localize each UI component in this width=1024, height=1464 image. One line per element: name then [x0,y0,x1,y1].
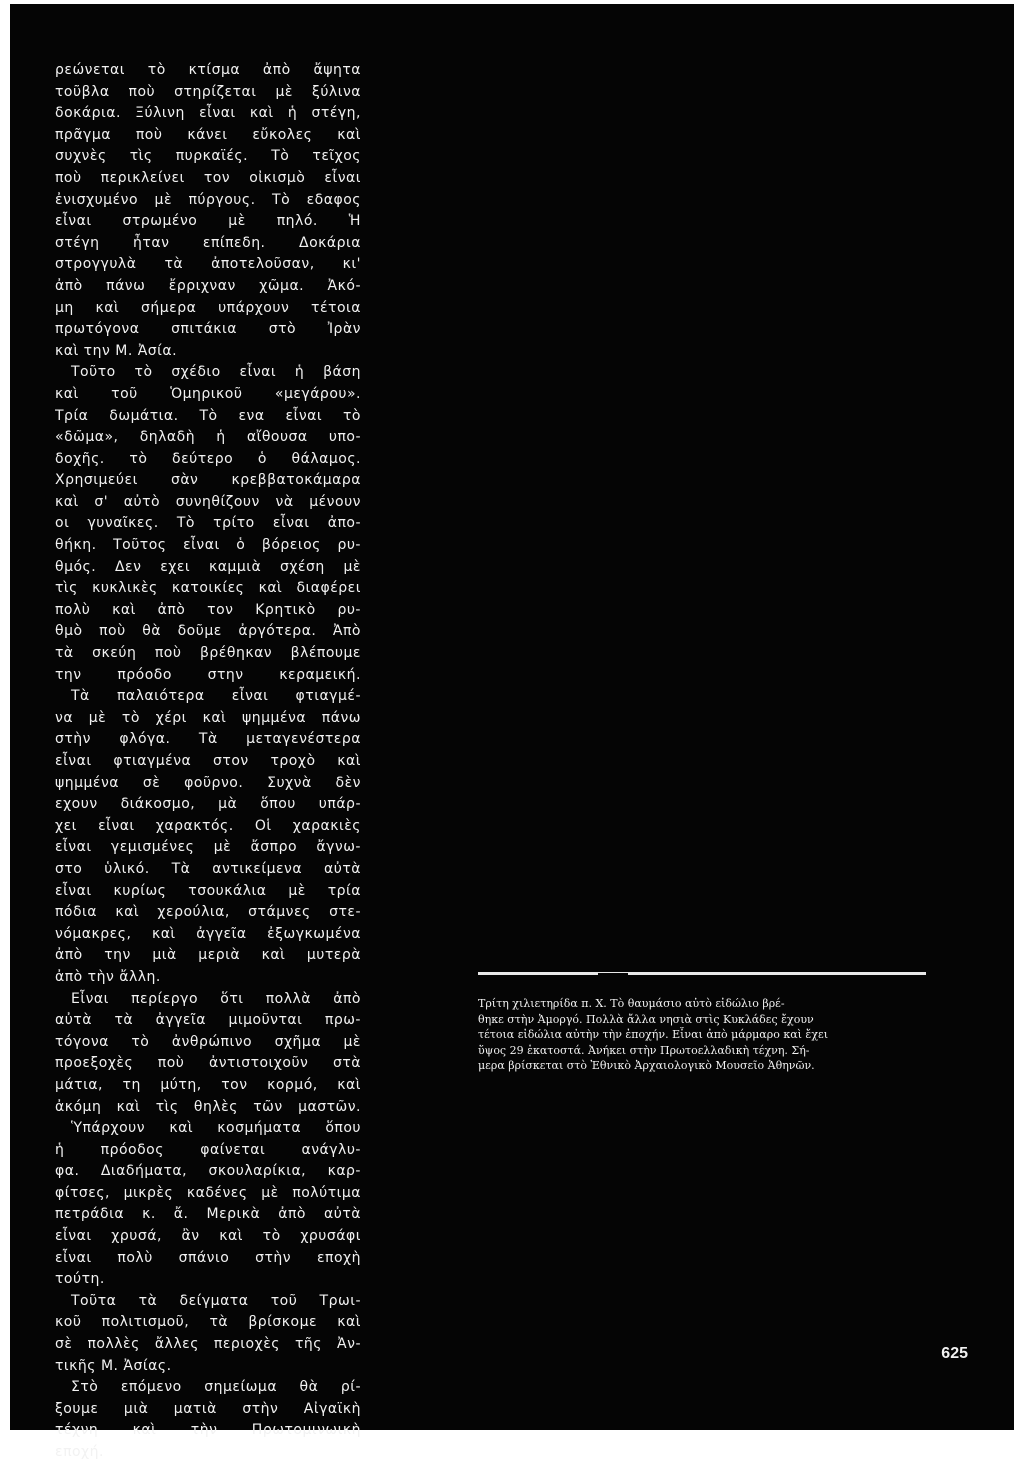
text-line: πρᾶγμα ποὺ κάνει εὔκολες καὶ [55,126,361,143]
text-line: τὶς κυκλικὲς κατοικίες καὶ διαφέρει [55,580,361,597]
text-line: τόγονα τὸ ἀνθρώπινο σχῆμα μὲ [55,1033,361,1050]
text-line: τέχνη καὶ τὴν Πρωτομινωικὴ [55,1422,361,1439]
text-line: εχουν διάκοσμο, μὰ ὅπου υπάρ- [55,796,361,813]
text-line: ποὺ περικλείνει τον οἰκισμὸ εἶναι [55,169,361,186]
text-line: τικῆς Μ. Ἀσίας. [55,1357,172,1374]
text-line: φίτσες, μικρὲς καδένες μὲ πολύτιμα [55,1184,361,1201]
text-line: στο ὑλικό. Τὰ αντικείμενα αὐτὰ [55,860,361,877]
text-line: ἀπὸ την μιὰ μεριὰ καὶ μυτερὰ [55,947,361,964]
text-line: θήκη. Τοῦτος εἶναι ὁ βόρειος ρυ- [55,537,361,554]
text-line: τούτη. [55,1271,105,1288]
text-line: θμὸ ποὺ θὰ δοῦμε ἀργότερα. Ἀπὸ [55,623,361,640]
text-line: εἶναι χρυσά, ἂν καὶ τὸ χρυσάφι [55,1228,361,1245]
text-line: δοκάρια. Ξύλινη εἶναι καὶ ἡ στέγη, [55,105,361,122]
text-line: κοῦ πολιτισμοῦ, τὰ βρίσκομε καὶ [55,1314,361,1331]
text-line: μη καὶ σήμερα υπάρχουν τέτοια [55,299,361,316]
text-line: καὶ σ' αὐτὸ συνηθίζουν νὰ μένουν [55,493,361,510]
text-line: οι γυναῖκες. Τὸ τρίτο εἶναι ἀπο- [55,515,361,532]
text-line: σὲ πολλὲς ἄλλες περιοχὲς τῆς Ἀν- [55,1336,361,1353]
text-line: φα. Διαδήματα, σκουλαρίκια, καρ- [55,1163,361,1180]
text-line: Ὑπάρχουν καὶ κοσμήματα ὅπου [71,1120,361,1137]
text-line: Τοῦτα τὰ δείγματα τοῦ Τρωι- [71,1292,361,1309]
text-line: στέγη ἦταν επίπεδη. Δοκάρια [55,234,361,251]
caption-line: μερα βρίσκεται στὸ Ἐθνικὸ Ἀρχαιολογικὸ Μουσεῖο Ἀθηνῶν. [478,1059,815,1073]
text-line: νόμακρες, καὶ ἀγγεῖα ἐξωγκωμένα [55,925,361,942]
text-line: Τρία δωμάτια. Τὸ ενα εἶναι τὸ [55,407,361,424]
text-line: Στὸ επόμενο σημείωμα θὰ ρί- [71,1379,361,1396]
text-line: εποχή. [55,1444,104,1460]
text-line: συχνὲς τὶς πυρκαϊές. Τὸ τεῖχος [55,148,361,165]
text-line: εἶναι κυρίως τσουκάλια μὲ τρία [55,882,361,899]
caption-line: τέτοια εἰδώλια αὐτὴν τὴν ἐποχήν. Εἶναι ἀπὸ μάρμαρο καὶ ἔχει [478,1028,829,1042]
text-line: ἀπὸ πάνω ἔρριχναν χῶμα. Ἀκό- [55,277,361,294]
figure-caption [478,996,926,1074]
caption-rule [478,972,926,975]
text-line: Χρησιμεύει σὰν κρεββατοκάμαρα [55,472,361,489]
text-line: μάτια, τη μύτη, τον κορμό, καὶ [55,1076,361,1093]
text-line: Τὰ παλαιότερα εἶναι φτιαγμέ- [71,688,361,705]
text-line: ἐνισχυμένο μὲ πύργους. Τὸ εδαφος [55,191,361,208]
text-line: τὰ σκεύη ποὺ βρέθηκαν βλέπουμε [55,645,361,662]
text-line: Εἶναι περίεργο ὅτι πολλὰ ἀπὸ [71,990,361,1007]
text-line: δοχῆς. τὸ δεύτερο ὁ θάλαμος. [55,450,361,467]
text-line: εἶναι φτιαγμένα στον τροχὸ καὶ [55,753,361,769]
text-line: εἶναι στρωμένο μὲ πηλό. Ἡ [55,213,361,230]
text-line: πόδια καὶ χερούλια, στάμνες στε- [55,904,361,921]
caption-line: Τρίτη χιλιετηρίδα π. Χ. Τὸ θαυμάσιο αὐτὸ εἰδώλιο βρέ- [478,997,785,1010]
text-line: καὶ την Μ. Ἀσία. [55,342,178,359]
text-line: ξουμε μιὰ ματιὰ στὴν Αἰγαϊκὴ [55,1400,361,1417]
article-body-column [55,60,361,1464]
caption-line: θηκε στὴν Ἀμοργό. Πολλὰ ἄλλα νησιὰ στὶς Κυκλάδες ἔχουν [478,1012,814,1026]
text-line: εἶναι πολὺ σπάνιο στὴν εποχὴ [55,1249,361,1266]
text-line: ἀπὸ τὴν ἄλλη. [55,968,161,985]
text-line: στρογγυλὰ τὰ ἀποτελοῦσαν, κι' [55,256,361,273]
text-line: στὴν φλόγα. Τὰ μεταγενέστερα [55,731,361,748]
text-line: εἶναι γεμισμένες μὲ ἄσπρο ἄγνω- [55,839,361,856]
text-line: προεξοχὲς ποὺ ἀντιστοιχοῦν στὰ [55,1055,361,1072]
text-line: θμός. Δεν εχει καμμιὰ σχέση μὲ [55,558,361,575]
text-line: να μὲ τὸ χέρι καὶ ψημμένα πάνω [55,709,361,726]
text-line: αὐτὰ τὰ ἀγγεῖα μιμοῦνται πρω- [55,1012,361,1029]
text-line: πρωτόγονα σπιτάκια στὸ Ἰρὰν [55,321,361,338]
text-line: ἡ πρόοδος φαίνεται ανάγλυ- [55,1141,361,1158]
text-line: ἀκόμη καὶ τὶς θηλὲς τῶν μαστῶν. [55,1098,361,1115]
text-line: καὶ τοῦ Ὁμηρικοῦ «μεγάρου». [55,385,361,402]
text-line: πολὺ καὶ ἀπὸ τον Κρητικὸ ρυ- [55,601,361,618]
page-number: 625 [941,1345,968,1362]
caption-line: ὕψος 29 ἑκατοστά. Ἀνήκει στὴν Πρωτοελλαδικὴ τέχνη. Σή- [478,1043,810,1057]
text-line: ρεώνεται τὸ κτίσμα ἀπὸ ἄψητα [55,62,361,78]
text-line: τοῦβλα ποὺ στηρίζεται μὲ ξύλινα [55,83,361,100]
text-line: Τοῦτο τὸ σχέδιο εἶναι ἡ βάση [71,364,361,381]
text-line: πετράδια κ. ἄ. Μερικὰ ἀπὸ αὐτὰ [55,1206,361,1223]
text-line: ψημμένα σὲ φοῦρνο. Συχνὰ δὲν [55,774,361,791]
text-line: την πρόοδο στην κεραμεική. [55,666,361,683]
text-line: χει εἶναι χαρακτός. Οἱ χαρακιὲς [55,817,361,834]
text-line: «δῶμα», δηλαδὴ ἡ αἴθουσα υπο- [55,429,361,446]
